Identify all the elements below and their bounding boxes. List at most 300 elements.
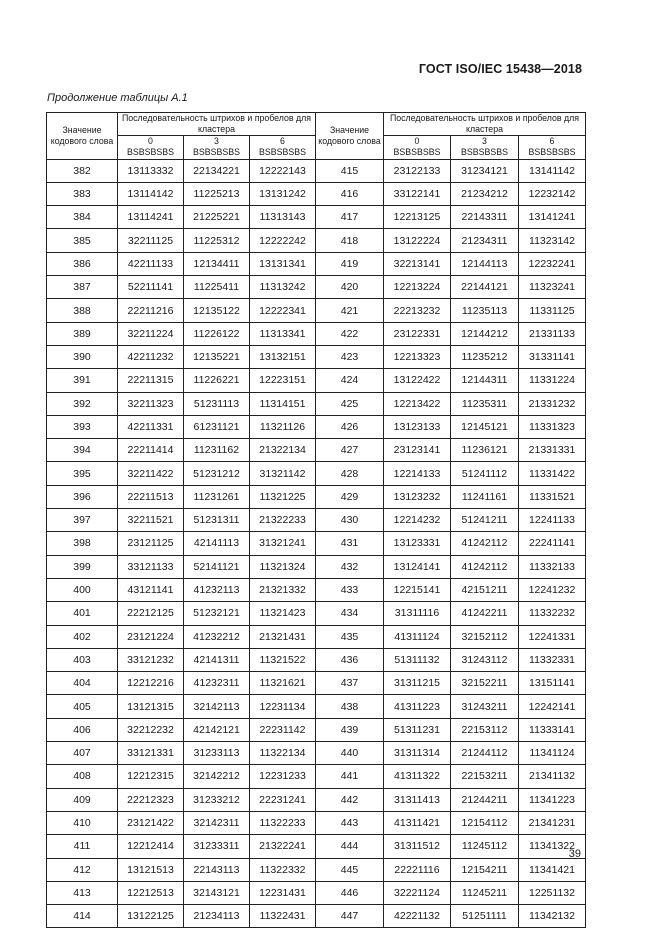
cluster-0-pattern: 13124141 bbox=[384, 555, 451, 578]
cluster-number: 3 bbox=[482, 136, 487, 147]
cluster-6-pattern: 11322332 bbox=[250, 858, 316, 881]
cluster-0-pattern: 12214232 bbox=[384, 509, 451, 532]
table-row bbox=[47, 672, 586, 695]
table-row bbox=[47, 602, 586, 625]
cluster-0-pattern: 32213141 bbox=[384, 252, 451, 275]
cluster-pattern: BSBSBSBS bbox=[127, 147, 174, 158]
codeword-value: 417 bbox=[316, 206, 384, 229]
cluster-3-pattern: 21244211 bbox=[451, 788, 519, 811]
cluster-pattern: BSBSBSBS bbox=[528, 147, 576, 158]
cluster-6-pattern: 31321142 bbox=[250, 462, 316, 485]
cluster-0-pattern: 41311124 bbox=[384, 625, 451, 648]
cluster-3-pattern: 12144311 bbox=[451, 369, 519, 392]
cluster-0-pattern: 41311421 bbox=[384, 811, 451, 834]
cluster-3-pattern: 51231113 bbox=[184, 392, 250, 415]
codeword-value: 431 bbox=[316, 532, 384, 555]
table-row bbox=[47, 392, 586, 415]
cluster-3-pattern: 22143311 bbox=[451, 206, 519, 229]
cluster-6-pattern: 11321126 bbox=[250, 415, 316, 438]
cluster-3-pattern: 51232121 bbox=[184, 602, 250, 625]
cluster-0-pattern: 42211133 bbox=[118, 252, 184, 275]
cluster-3-pattern: 32143121 bbox=[184, 881, 250, 904]
cluster-0-pattern: 13123133 bbox=[384, 415, 451, 438]
cluster-0-pattern: 33121232 bbox=[118, 648, 184, 671]
cluster-3-pattern: 51251111 bbox=[451, 905, 519, 928]
table-row bbox=[47, 299, 586, 322]
codeword-value: 408 bbox=[47, 765, 118, 788]
codeword-value: 440 bbox=[316, 742, 384, 765]
cluster-3-pattern: 52141121 bbox=[184, 555, 250, 578]
codeword-value: 391 bbox=[47, 369, 118, 392]
cluster-6-pattern: 21322241 bbox=[250, 835, 316, 858]
cluster-0-pattern: 23121422 bbox=[118, 811, 184, 834]
cluster-3-pattern: 32142212 bbox=[184, 765, 250, 788]
cluster-6-pattern: 13131242 bbox=[250, 182, 316, 205]
cluster-6-pattern: 13132151 bbox=[250, 345, 316, 368]
cluster-6-pattern: 11313242 bbox=[250, 276, 316, 299]
codeword-value: 390 bbox=[47, 345, 118, 368]
codeword-value: 433 bbox=[316, 578, 384, 601]
cluster-3-pattern: 21244112 bbox=[451, 742, 519, 765]
codeword-value: 386 bbox=[47, 252, 118, 275]
cluster-6-pattern: 12231233 bbox=[250, 765, 316, 788]
cluster-0-pattern: 51311132 bbox=[384, 648, 451, 671]
cluster-6-pattern: 11313341 bbox=[250, 322, 316, 345]
cluster-0-pattern: 12212513 bbox=[118, 881, 184, 904]
cluster-6-pattern: 11321423 bbox=[250, 602, 316, 625]
cluster-3-pattern: 42151211 bbox=[451, 578, 519, 601]
cluster-0-pattern: 33122141 bbox=[384, 182, 451, 205]
codeword-value: 443 bbox=[316, 811, 384, 834]
cluster-6-pattern: 22231142 bbox=[250, 718, 316, 741]
codeword-value: 385 bbox=[47, 229, 118, 252]
codeword-value: 432 bbox=[316, 555, 384, 578]
cluster-0-pattern: 22211216 bbox=[118, 299, 184, 322]
cluster-6-pattern: 21341231 bbox=[519, 811, 586, 834]
table-row bbox=[47, 322, 586, 345]
cluster-0-pattern: 42221132 bbox=[384, 905, 451, 928]
cluster-0-pattern: 22213232 bbox=[384, 299, 451, 322]
cluster-3-pattern: 31243112 bbox=[451, 648, 519, 671]
cluster-6-pattern: 11322233 bbox=[250, 811, 316, 834]
cluster-pattern: BSBSBSBS bbox=[461, 147, 508, 158]
cluster-6-pattern: 11341124 bbox=[519, 742, 586, 765]
cluster-6-pattern: 12223151 bbox=[250, 369, 316, 392]
cluster-0-pattern: 13122125 bbox=[118, 905, 184, 928]
cluster-6-pattern: 11313143 bbox=[250, 206, 316, 229]
codeword-value: 414 bbox=[47, 905, 118, 928]
cluster-6-pattern: 11322134 bbox=[250, 742, 316, 765]
cluster-6-pattern: 21331232 bbox=[519, 392, 586, 415]
cluster-3-pattern: 41242211 bbox=[451, 602, 519, 625]
cluster-3-pattern: 11241161 bbox=[451, 485, 519, 508]
table-row bbox=[47, 532, 586, 555]
cluster-0-pattern: 41311223 bbox=[384, 695, 451, 718]
cluster-6-pattern: 21321431 bbox=[250, 625, 316, 648]
cluster-3-pattern: 41232212 bbox=[184, 625, 250, 648]
codeword-value: 399 bbox=[47, 555, 118, 578]
codeword-value: 430 bbox=[316, 509, 384, 532]
cluster-0-pattern: 12213422 bbox=[384, 392, 451, 415]
table-row bbox=[47, 881, 586, 904]
standard-designation: ГОСТ ISO/IEC 15438—2018 bbox=[418, 62, 582, 76]
cluster-0-pattern: 13123232 bbox=[384, 485, 451, 508]
cluster-0-pattern: 43121141 bbox=[118, 578, 184, 601]
cluster-3-pattern: 41242112 bbox=[451, 532, 519, 555]
codeword-value: 429 bbox=[316, 485, 384, 508]
cluster-6-pattern: 11333141 bbox=[519, 718, 586, 741]
cluster-number: 0 bbox=[414, 136, 420, 147]
codeword-value: 403 bbox=[47, 648, 118, 671]
page-number: 39 bbox=[568, 848, 581, 860]
cluster-3-pattern: 11245112 bbox=[451, 835, 519, 858]
cluster-3-pattern: 42141311 bbox=[184, 648, 250, 671]
cluster-3-pattern: 51241211 bbox=[451, 509, 519, 532]
table-row bbox=[47, 369, 586, 392]
cluster-0-pattern: 22221116 bbox=[384, 858, 451, 881]
cluster-6-pattern: 22241141 bbox=[519, 532, 586, 555]
cluster-0-pattern: 12212414 bbox=[118, 835, 184, 858]
codeword-value: 439 bbox=[316, 718, 384, 741]
cluster-0-pattern: 12212315 bbox=[118, 765, 184, 788]
cluster-0-pattern: 31311413 bbox=[384, 788, 451, 811]
cluster-pattern: BSBSBSBS bbox=[259, 147, 306, 158]
cluster-3-pattern: 22153211 bbox=[451, 765, 519, 788]
cluster-3-pattern: 51241112 bbox=[451, 462, 519, 485]
cluster-3-pattern: 12144212 bbox=[451, 322, 519, 345]
cluster-header-right-6 bbox=[519, 136, 586, 159]
codeword-value: 427 bbox=[316, 439, 384, 462]
codeword-value: 395 bbox=[47, 462, 118, 485]
table-row bbox=[47, 765, 586, 788]
cluster-number: 6 bbox=[549, 136, 555, 147]
cluster-number: 3 bbox=[214, 136, 219, 147]
table-row bbox=[47, 718, 586, 741]
cluster-pattern: BSBSBSBS bbox=[393, 147, 441, 158]
cluster-3-pattern: 11235212 bbox=[451, 345, 519, 368]
cluster-0-pattern: 23121224 bbox=[118, 625, 184, 648]
cluster-0-pattern: 12213125 bbox=[384, 206, 451, 229]
cluster-0-pattern: 12212216 bbox=[118, 672, 184, 695]
cluster-3-pattern: 31233311 bbox=[184, 835, 250, 858]
cluster-6-pattern: 12231134 bbox=[250, 695, 316, 718]
cluster-3-pattern: 31234121 bbox=[451, 159, 519, 182]
cluster-6-pattern: 13151141 bbox=[519, 672, 586, 695]
codeword-value: 393 bbox=[47, 415, 118, 438]
table-row bbox=[47, 788, 586, 811]
codeword-value: 402 bbox=[47, 625, 118, 648]
codeword-value: 423 bbox=[316, 345, 384, 368]
cluster-0-pattern: 51311231 bbox=[384, 718, 451, 741]
cluster-6-pattern: 11332133 bbox=[519, 555, 586, 578]
cluster-0-pattern: 22211315 bbox=[118, 369, 184, 392]
cluster-3-pattern: 12154112 bbox=[451, 811, 519, 834]
cluster-3-pattern: 11225312 bbox=[184, 229, 250, 252]
cluster-0-pattern: 32212232 bbox=[118, 718, 184, 741]
cluster-0-pattern: 12213224 bbox=[384, 276, 451, 299]
cluster-6-pattern: 21331331 bbox=[519, 439, 586, 462]
cluster-0-pattern: 13121315 bbox=[118, 695, 184, 718]
cluster-3-pattern: 12145121 bbox=[451, 415, 519, 438]
cluster-6-pattern: 13131341 bbox=[250, 252, 316, 275]
cluster-3-pattern: 11235311 bbox=[451, 392, 519, 415]
cluster-6-pattern: 12242141 bbox=[519, 695, 586, 718]
cluster-3-pattern: 12135221 bbox=[184, 345, 250, 368]
table-row bbox=[47, 695, 586, 718]
codeword-value: 392 bbox=[47, 392, 118, 415]
codeword-value: 421 bbox=[316, 299, 384, 322]
table-row bbox=[47, 648, 586, 671]
cluster-6-pattern: 11341223 bbox=[519, 788, 586, 811]
cluster-3-pattern: 41232311 bbox=[184, 672, 250, 695]
cluster-6-pattern: 21322134 bbox=[250, 439, 316, 462]
cluster-6-pattern: 11331224 bbox=[519, 369, 586, 392]
cluster-3-pattern: 41242112 bbox=[451, 555, 519, 578]
codeword-value: 434 bbox=[316, 602, 384, 625]
codeword-value: 420 bbox=[316, 276, 384, 299]
cluster-6-pattern: 11342132 bbox=[519, 905, 586, 928]
codeword-value: 413 bbox=[47, 881, 118, 904]
table-row bbox=[47, 206, 586, 229]
cluster-6-pattern: 11331125 bbox=[519, 299, 586, 322]
cluster-number: 0 bbox=[148, 136, 153, 147]
cluster-0-pattern: 22212125 bbox=[118, 602, 184, 625]
codeword-value: 406 bbox=[47, 718, 118, 741]
table-row bbox=[47, 159, 586, 182]
table-row bbox=[47, 509, 586, 532]
cluster-6-pattern: 12241331 bbox=[519, 625, 586, 648]
cluster-0-pattern: 32211323 bbox=[118, 392, 184, 415]
codeword-value: 389 bbox=[47, 322, 118, 345]
cluster-3-pattern: 31233212 bbox=[184, 788, 250, 811]
cluster-3-pattern: 21225221 bbox=[184, 206, 250, 229]
cluster-6-pattern: 11332232 bbox=[519, 602, 586, 625]
cluster-3-pattern: 11231162 bbox=[184, 439, 250, 462]
cluster-3-pattern: 12134411 bbox=[184, 252, 250, 275]
cluster-0-pattern: 13114241 bbox=[118, 206, 184, 229]
cluster-3-pattern: 42142121 bbox=[184, 718, 250, 741]
codeword-value: 447 bbox=[316, 905, 384, 928]
cluster-3-pattern: 11235113 bbox=[451, 299, 519, 322]
cluster-0-pattern: 13114142 bbox=[118, 182, 184, 205]
table-row bbox=[47, 555, 586, 578]
cluster-3-pattern: 12144113 bbox=[451, 252, 519, 275]
cluster-3-pattern: 11226221 bbox=[184, 369, 250, 392]
cluster-0-pattern: 13122224 bbox=[384, 229, 451, 252]
codeword-value: 422 bbox=[316, 322, 384, 345]
codeword-value: 436 bbox=[316, 648, 384, 671]
cluster-0-pattern: 42211331 bbox=[118, 415, 184, 438]
cluster-3-pattern: 32152211 bbox=[451, 672, 519, 695]
cluster-0-pattern: 42211232 bbox=[118, 345, 184, 368]
cluster-6-pattern: 11314151 bbox=[250, 392, 316, 415]
cluster-0-pattern: 23122331 bbox=[384, 322, 451, 345]
cluster-3-pattern: 11231261 bbox=[184, 485, 250, 508]
cluster-header-right-3 bbox=[451, 136, 519, 159]
cluster-0-pattern: 23122133 bbox=[384, 159, 451, 182]
cluster-6-pattern: 11321324 bbox=[250, 555, 316, 578]
cluster-6-pattern: 31331141 bbox=[519, 345, 586, 368]
cluster-header-left-6 bbox=[250, 136, 316, 159]
codeword-value: 424 bbox=[316, 369, 384, 392]
cluster-0-pattern: 52211141 bbox=[118, 276, 184, 299]
codeword-value: 409 bbox=[47, 788, 118, 811]
cluster-6-pattern: 13141142 bbox=[519, 159, 586, 182]
cluster-6-pattern: 21321332 bbox=[250, 578, 316, 601]
cluster-3-pattern: 32142311 bbox=[184, 811, 250, 834]
cluster-6-pattern: 12231431 bbox=[250, 881, 316, 904]
cluster-0-pattern: 13113332 bbox=[118, 159, 184, 182]
table-row bbox=[47, 858, 586, 881]
cluster-3-pattern: 21234113 bbox=[184, 905, 250, 928]
cluster-3-pattern: 21234311 bbox=[451, 229, 519, 252]
cluster-6-pattern: 31321241 bbox=[250, 532, 316, 555]
code-header-left: Значение кодового слова bbox=[47, 113, 118, 160]
codeword-value: 410 bbox=[47, 811, 118, 834]
cluster-3-pattern: 41232113 bbox=[184, 578, 250, 601]
cluster-6-pattern: 11332331 bbox=[519, 648, 586, 671]
table-row bbox=[47, 905, 586, 928]
cluster-3-pattern: 32142113 bbox=[184, 695, 250, 718]
cluster-6-pattern: 12251132 bbox=[519, 881, 586, 904]
cluster-3-pattern: 11236121 bbox=[451, 439, 519, 462]
cluster-0-pattern: 31311512 bbox=[384, 835, 451, 858]
cluster-0-pattern: 12214133 bbox=[384, 462, 451, 485]
cluster-3-pattern: 22134221 bbox=[184, 159, 250, 182]
cluster-6-pattern: 21331133 bbox=[519, 322, 586, 345]
cluster-3-pattern: 51231212 bbox=[184, 462, 250, 485]
cluster-3-pattern: 22143113 bbox=[184, 858, 250, 881]
cluster-6-pattern: 11322431 bbox=[250, 905, 316, 928]
cluster-3-pattern: 31233113 bbox=[184, 742, 250, 765]
cluster-header-left-0 bbox=[118, 136, 184, 159]
group-header-right: Последовательность штрихов и пробелов для кластера bbox=[384, 113, 586, 136]
codeword-value: 401 bbox=[47, 602, 118, 625]
cluster-6-pattern: 12232142 bbox=[519, 182, 586, 205]
cluster-0-pattern: 32211125 bbox=[118, 229, 184, 252]
codeword-value: 435 bbox=[316, 625, 384, 648]
group-header-left: Последовательность штрихов и пробелов для кластера bbox=[118, 113, 316, 136]
table-caption: Продолжение таблицы А.1 bbox=[47, 92, 188, 104]
cluster-6-pattern: 12222341 bbox=[250, 299, 316, 322]
cluster-0-pattern: 23121125 bbox=[118, 532, 184, 555]
codeword-value: 445 bbox=[316, 858, 384, 881]
cluster-0-pattern: 32211422 bbox=[118, 462, 184, 485]
cluster-6-pattern: 21322233 bbox=[250, 509, 316, 532]
cluster-6-pattern: 11331521 bbox=[519, 485, 586, 508]
codeword-value: 412 bbox=[47, 858, 118, 881]
cluster-6-pattern: 13141241 bbox=[519, 206, 586, 229]
table-row bbox=[47, 345, 586, 368]
codeword-value: 446 bbox=[316, 881, 384, 904]
codeword-value: 398 bbox=[47, 532, 118, 555]
cluster-0-pattern: 13122422 bbox=[384, 369, 451, 392]
table-row bbox=[47, 835, 586, 858]
codeword-value: 442 bbox=[316, 788, 384, 811]
cluster-header-right-0 bbox=[384, 136, 451, 159]
codeword-value: 387 bbox=[47, 276, 118, 299]
cluster-3-pattern: 61231121 bbox=[184, 415, 250, 438]
table-row bbox=[47, 182, 586, 205]
codeword-value: 438 bbox=[316, 695, 384, 718]
cluster-3-pattern: 11226122 bbox=[184, 322, 250, 345]
cluster-6-pattern: 11331422 bbox=[519, 462, 586, 485]
cluster-header-left-3 bbox=[184, 136, 250, 159]
codeword-value: 428 bbox=[316, 462, 384, 485]
codeword-value: 426 bbox=[316, 415, 384, 438]
cluster-0-pattern: 41311322 bbox=[384, 765, 451, 788]
cluster-3-pattern: 21234212 bbox=[451, 182, 519, 205]
cluster-3-pattern: 31243211 bbox=[451, 695, 519, 718]
cluster-0-pattern: 12215141 bbox=[384, 578, 451, 601]
cluster-3-pattern: 11245211 bbox=[451, 881, 519, 904]
cluster-0-pattern: 31311116 bbox=[384, 602, 451, 625]
cluster-0-pattern: 32211521 bbox=[118, 509, 184, 532]
codeword-value: 407 bbox=[47, 742, 118, 765]
cluster-6-pattern: 12232241 bbox=[519, 252, 586, 275]
codeword-value: 437 bbox=[316, 672, 384, 695]
codeword-value: 419 bbox=[316, 252, 384, 275]
table-row bbox=[47, 811, 586, 834]
table-row bbox=[47, 415, 586, 438]
cluster-6-pattern: 11323142 bbox=[519, 229, 586, 252]
cluster-0-pattern: 13123331 bbox=[384, 532, 451, 555]
cluster-6-pattern: 11321225 bbox=[250, 485, 316, 508]
table-row bbox=[47, 578, 586, 601]
cluster-3-pattern: 11225213 bbox=[184, 182, 250, 205]
cluster-0-pattern: 23123141 bbox=[384, 439, 451, 462]
codeword-value: 444 bbox=[316, 835, 384, 858]
cluster-3-pattern: 12154211 bbox=[451, 858, 519, 881]
codeword-value: 441 bbox=[316, 765, 384, 788]
cluster-6-pattern: 22231241 bbox=[250, 788, 316, 811]
cluster-0-pattern: 22211414 bbox=[118, 439, 184, 462]
cluster-6-pattern: 11341421 bbox=[519, 858, 586, 881]
cluster-6-pattern: 12241232 bbox=[519, 578, 586, 601]
codeword-value: 416 bbox=[316, 182, 384, 205]
cluster-6-pattern: 12222143 bbox=[250, 159, 316, 182]
code-header-right: Значение кодового слова bbox=[316, 113, 384, 160]
cluster-3-pattern: 22144121 bbox=[451, 276, 519, 299]
table-row bbox=[47, 439, 586, 462]
codeword-value: 396 bbox=[47, 485, 118, 508]
codeword-value: 383 bbox=[47, 182, 118, 205]
table-row bbox=[47, 742, 586, 765]
codeword-value: 405 bbox=[47, 695, 118, 718]
codeword-value: 404 bbox=[47, 672, 118, 695]
codeword-value: 382 bbox=[47, 159, 118, 182]
table-row bbox=[47, 485, 586, 508]
codeword-value: 418 bbox=[316, 229, 384, 252]
cluster-3-pattern: 11225411 bbox=[184, 276, 250, 299]
cluster-3-pattern: 22153112 bbox=[451, 718, 519, 741]
codeword-value: 394 bbox=[47, 439, 118, 462]
table-row bbox=[47, 252, 586, 275]
table-row bbox=[47, 625, 586, 648]
cluster-0-pattern: 22212323 bbox=[118, 788, 184, 811]
cluster-0-pattern: 32221124 bbox=[384, 881, 451, 904]
table-row bbox=[47, 229, 586, 252]
table-row bbox=[47, 276, 586, 299]
codeword-value: 400 bbox=[47, 578, 118, 601]
cluster-6-pattern: 11331323 bbox=[519, 415, 586, 438]
cluster-6-pattern: 12241133 bbox=[519, 509, 586, 532]
cluster-0-pattern: 22211513 bbox=[118, 485, 184, 508]
cluster-3-pattern: 12135122 bbox=[184, 299, 250, 322]
cluster-0-pattern: 32211224 bbox=[118, 322, 184, 345]
cluster-0-pattern: 12213323 bbox=[384, 345, 451, 368]
cluster-pattern: BSBSBSBS bbox=[193, 147, 240, 158]
